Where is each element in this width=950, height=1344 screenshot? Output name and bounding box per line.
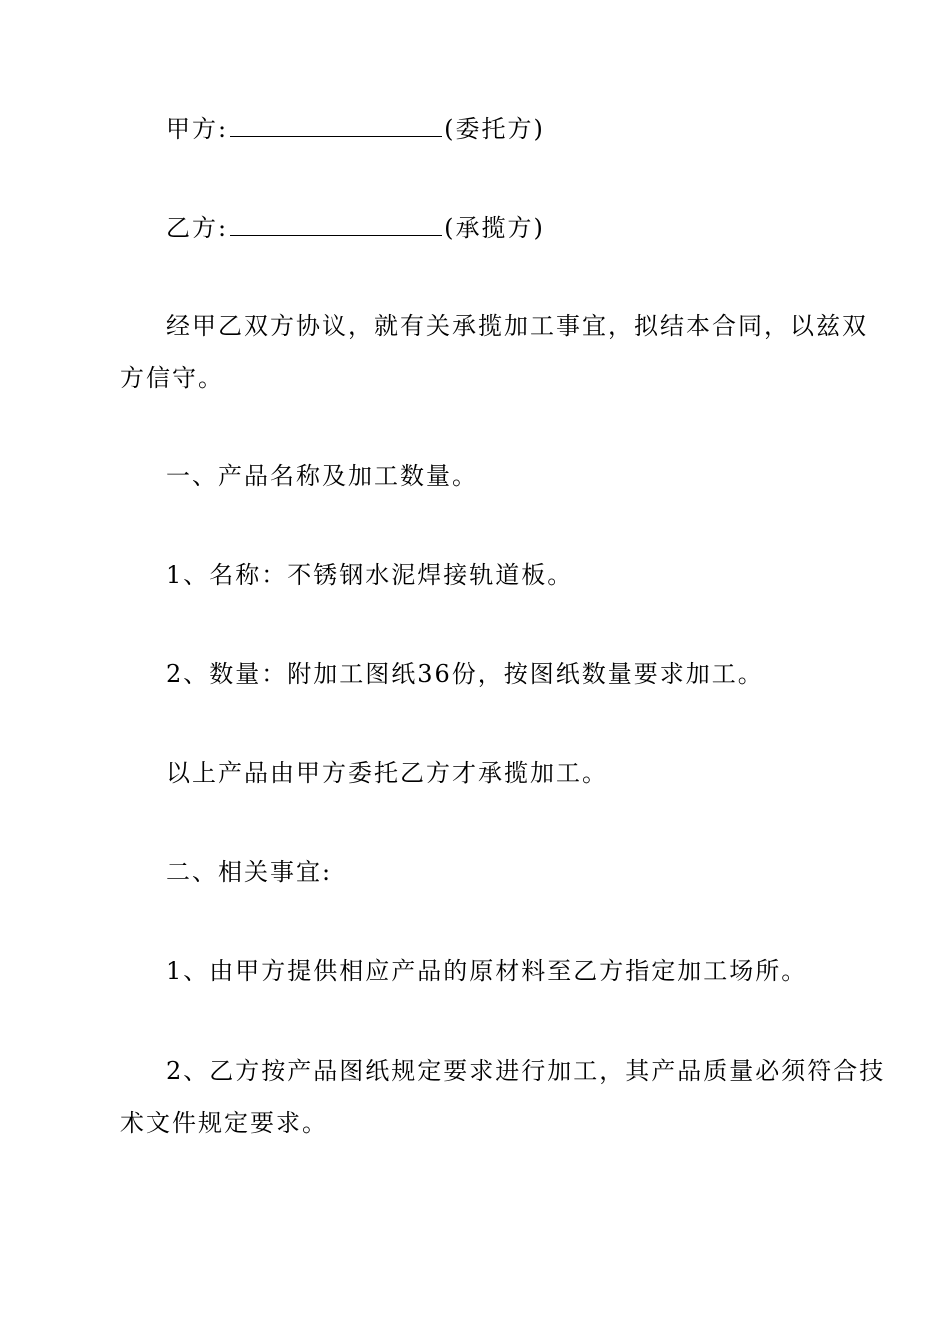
section-1-note: 以上产品由甲方委托乙方才承揽加工。 xyxy=(166,759,608,787)
party-b-role: (承揽方) xyxy=(444,214,545,242)
party-b-line xyxy=(166,213,545,241)
party-b-label: 乙方: xyxy=(166,214,229,242)
section-2-item-2-line-2: 术文件规定要求。 xyxy=(120,1109,328,1137)
party-a-role: (委托方) xyxy=(444,115,545,143)
section-2-item-2-line-1: 2、乙方按产品图纸规定要求进行加工，其产品质量必须符合技 xyxy=(166,1057,886,1085)
section-1-item-2: 2、数量：附加工图纸36份，按图纸数量要求加工。 xyxy=(166,660,764,688)
section-1-item-1: 1、名称：不锈钢水泥焊接轨道板。 xyxy=(166,561,574,589)
section-2-item-1: 1、由甲方提供相应产品的原材料至乙方指定加工场所。 xyxy=(166,957,808,985)
party-a-blank-field xyxy=(230,114,442,137)
section-1-heading: 一、产品名称及加工数量。 xyxy=(166,462,478,490)
preamble-line-1: 经甲乙双方协议，就有关承揽加工事宜，拟结本合同，以兹双 xyxy=(166,312,868,340)
party-a-line xyxy=(166,114,545,142)
party-a-label: 甲方: xyxy=(166,115,229,143)
party-b-blank-field xyxy=(230,213,442,236)
preamble-line-2: 方信守。 xyxy=(120,364,224,392)
section-2-heading: 二、相关事宜: xyxy=(166,858,333,886)
